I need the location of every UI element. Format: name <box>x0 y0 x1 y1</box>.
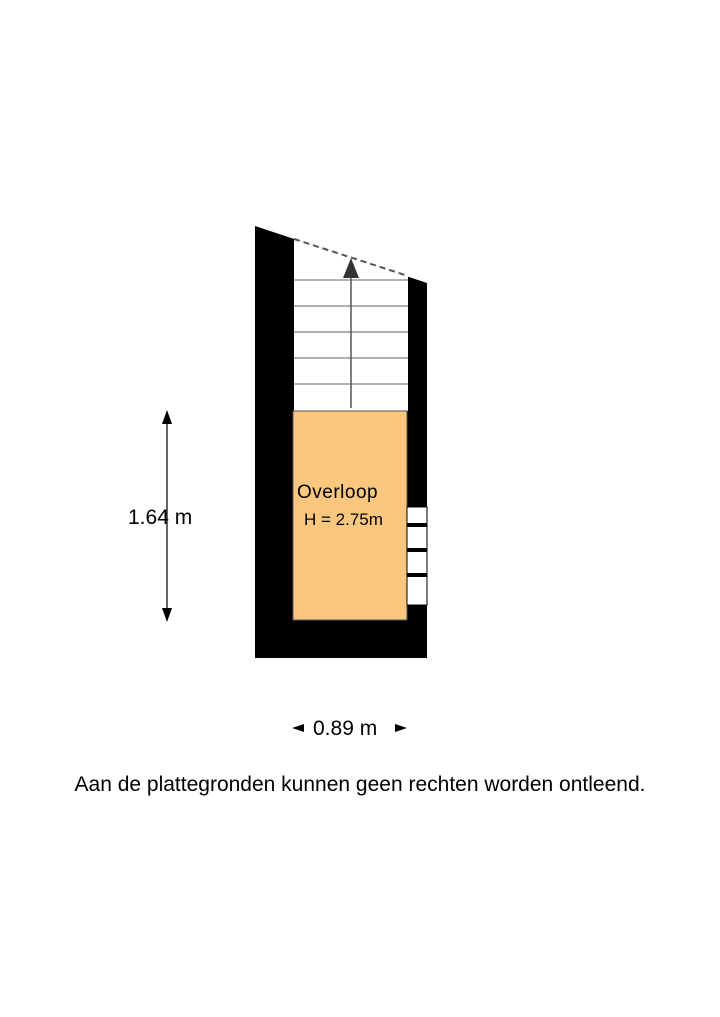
arrow-left-icon <box>292 724 304 732</box>
room-height: H = 2.75m <box>304 510 383 529</box>
arrow-down-icon <box>162 608 172 622</box>
horizontal-dimension-label: 0.89 m <box>313 717 378 740</box>
window-opening <box>407 507 427 605</box>
arrow-right-icon <box>395 724 407 732</box>
disclaimer-text: Aan de plattegronden kunnen geen rechten worden ontleend. <box>74 773 646 796</box>
arrow-up-icon <box>162 410 172 424</box>
vertical-dimension-label: 1.64 m <box>128 506 193 529</box>
room-name: Overloop <box>297 482 379 503</box>
